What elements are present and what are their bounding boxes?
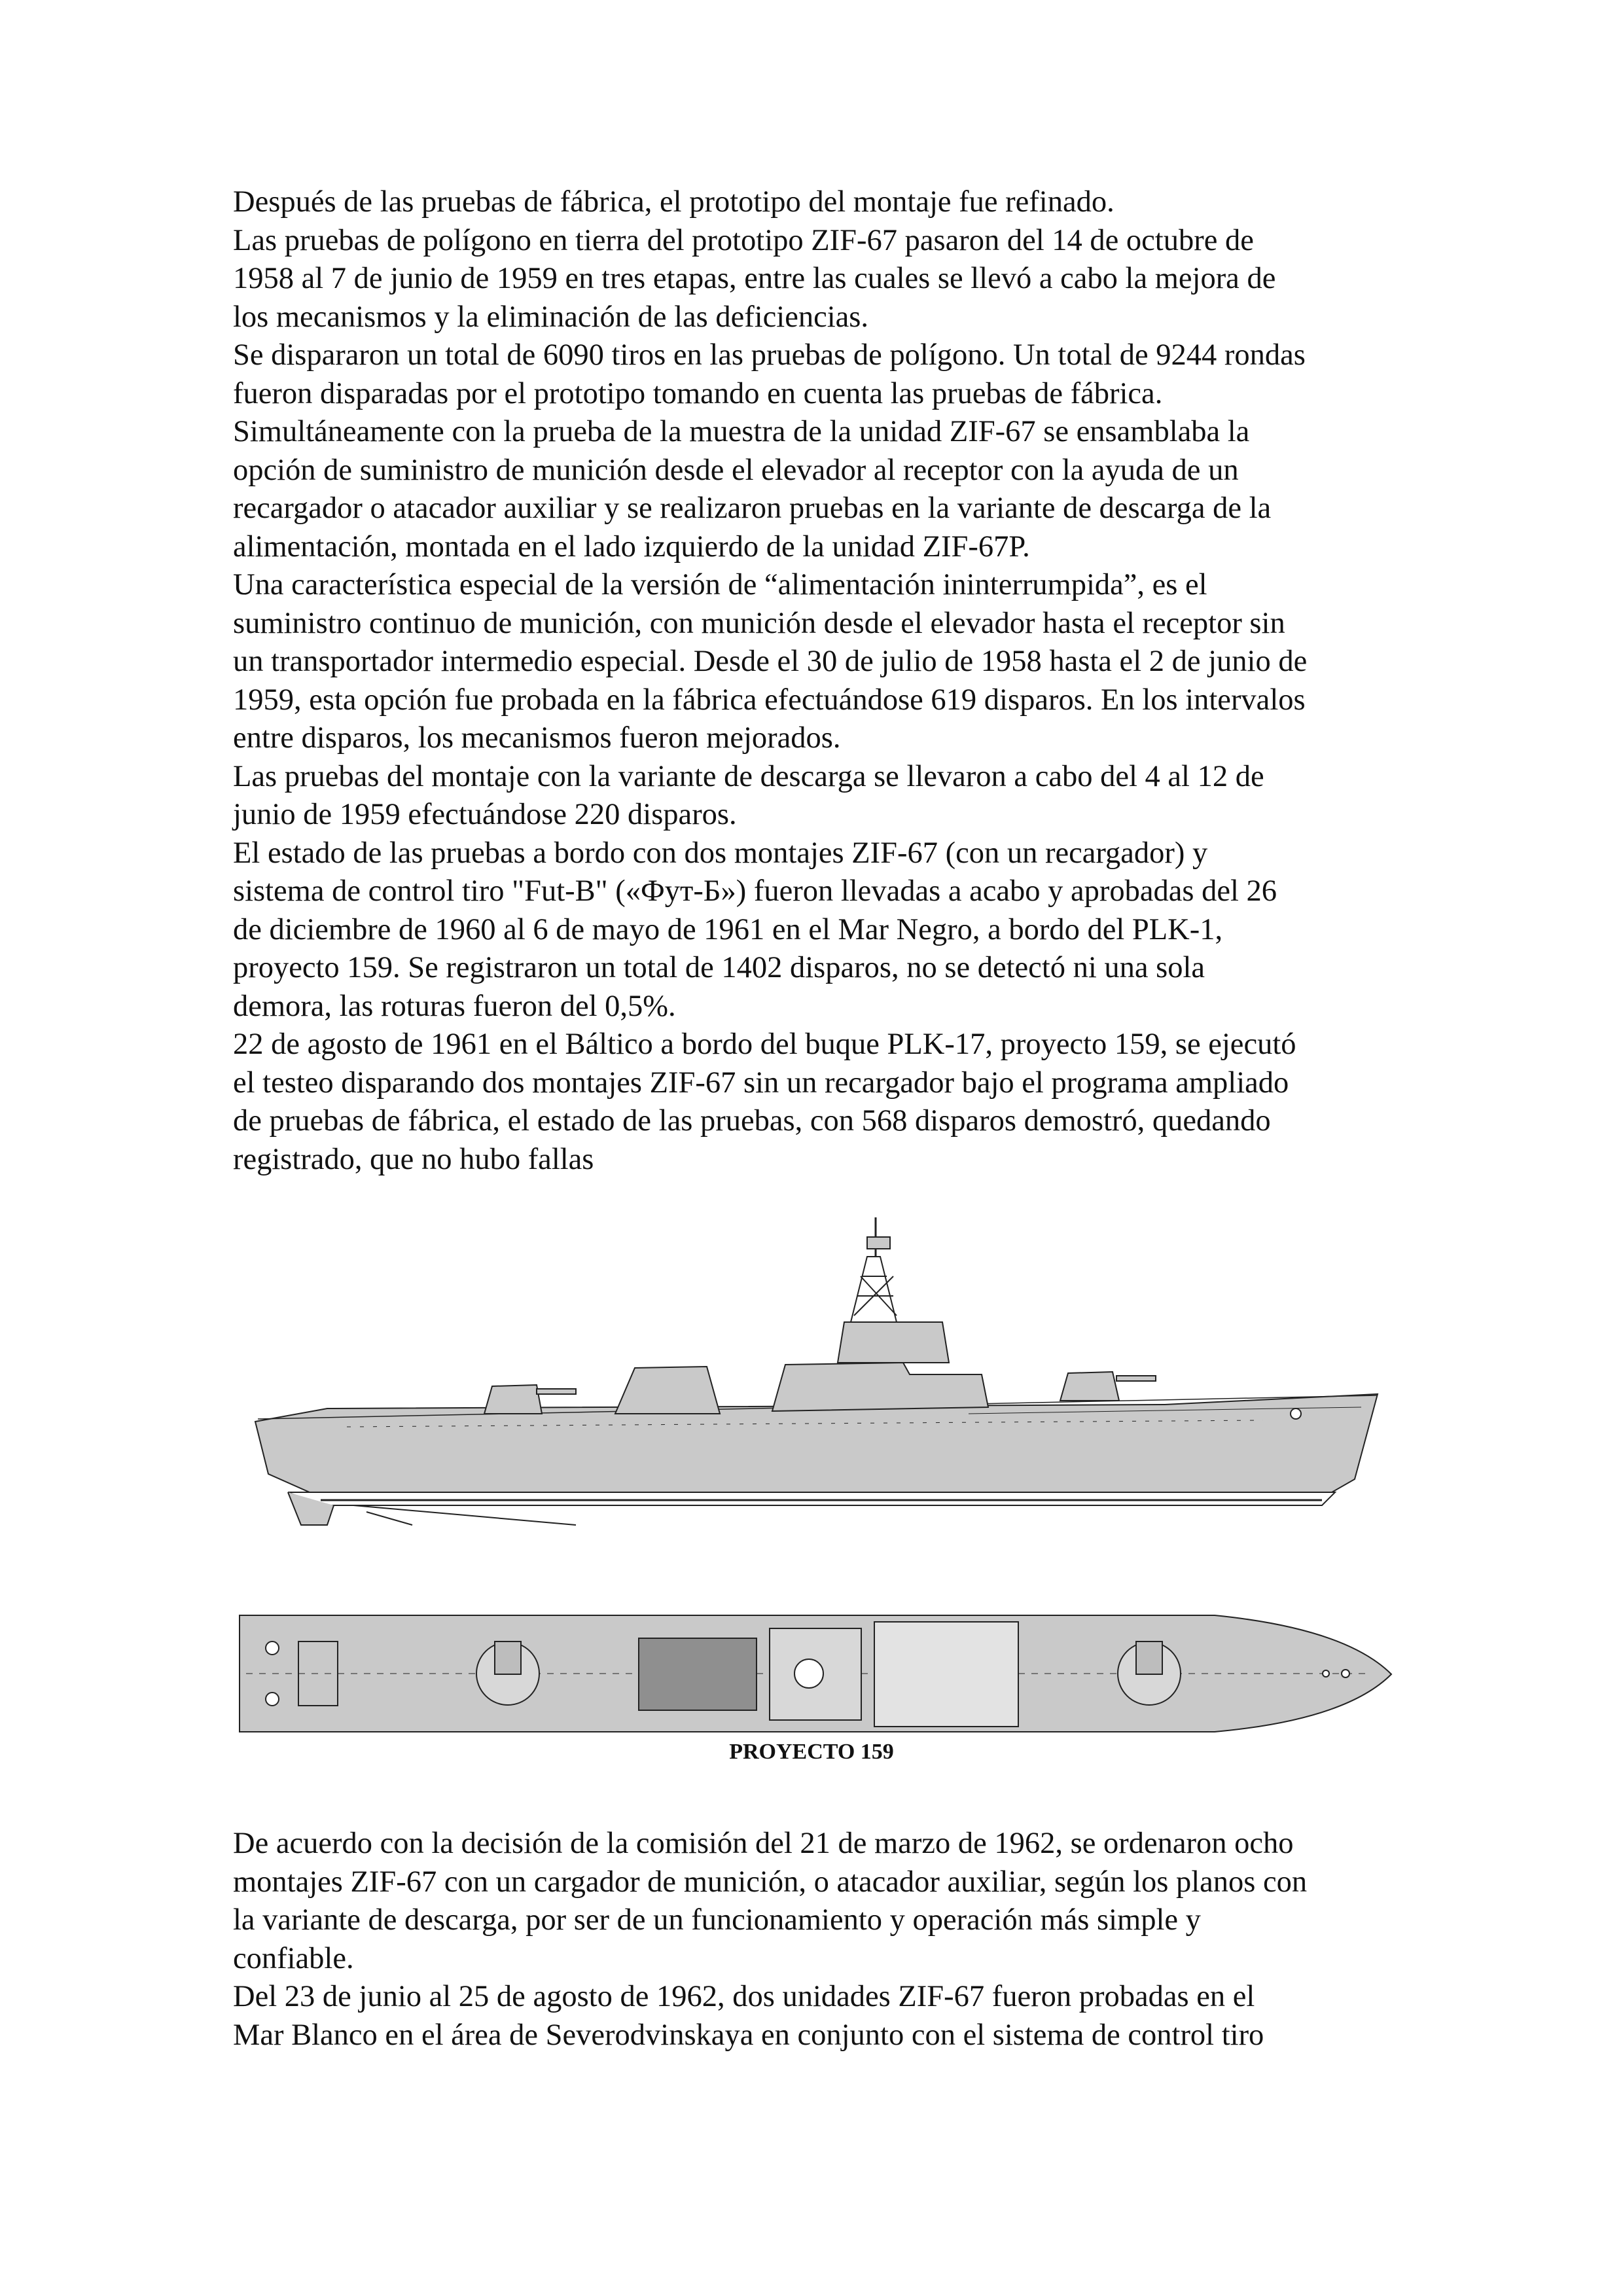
- text-line: 22 de agosto de 1961 en el Báltico a bordo del buque PLK-17, proyecto 159, se ejecutó: [233, 1028, 1296, 1061]
- text-line: suministro continuo de munición, con munición desde el elevador hasta el receptor sin: [233, 606, 1285, 640]
- text-line: de pruebas de fábrica, el estado de las pruebas, con 568 disparos demostró, quedando: [233, 1104, 1271, 1138]
- text-line: confiable.: [233, 1941, 354, 1975]
- text-line: junio de 1959 efectuándose 220 disparos.: [233, 798, 737, 831]
- ship-side-profile-illustration: [249, 1217, 1387, 1545]
- text-line: opción de suministro de munición desde el elevador al receptor con la ayuda de un: [233, 453, 1239, 487]
- text-line: un transportador intermedio especial. Desde el 30 de julio de 1958 hasta el 2 de junio de: [233, 645, 1308, 678]
- text-block-top: [233, 183, 1411, 1179]
- text-line: De acuerdo con la decisión de la comisión del 21 de marzo de 1962, se ordenaron ocho: [233, 1827, 1294, 1860]
- text-line: recargador o atacador auxiliar y se realizaron pruebas en la variante de descarga de la: [233, 492, 1272, 525]
- gun-turret-aft: [484, 1385, 542, 1414]
- gun-turret-forward: [1060, 1372, 1119, 1401]
- text-line: fueron disparadas por el prototipo tomando en cuenta las pruebas de fábrica.: [233, 376, 1163, 410]
- text-line: Las pruebas de polígono en tierra del prototipo ZIF-67 pasaron del 14 de octubre de: [233, 223, 1254, 257]
- text-line: entre disparos, los mecanismos fueron mejorados.: [233, 721, 841, 755]
- text-line: el testeo disparando dos montajes ZIF-67 sin un recargador bajo el programa ampliado: [233, 1066, 1289, 1100]
- text-line: El estado de las pruebas a bordo con dos montajes ZIF-67 (con un recargador) y: [233, 836, 1208, 870]
- superstructure: [615, 1367, 720, 1414]
- text-line: los mecanismos y la eliminación de las deficiencias.: [233, 300, 869, 334]
- text-line: sistema de control tiro "Fut-B" («Фут-Б») fueron llevadas a acabo y aprobadas del 26: [233, 874, 1277, 908]
- text-line: Después de las pruebas de fábrica, el prototipo del montaje fue refinado.: [233, 185, 1115, 219]
- text-line: Una característica especial de la versión de “alimentación ininterrumpida”, es el: [233, 568, 1207, 601]
- text-line: Mar Blanco en el área de Severodvinskaya en conjunto con el sistema de control tiro: [233, 2018, 1264, 2052]
- text-line: Las pruebas del montaje con la variante de descarga se llevaron a cabo del 4 al 12 de: [233, 759, 1264, 793]
- text-line: Simultáneamente con la prueba de la muestra de la unidad ZIF-67 se ensamblaba la: [233, 415, 1250, 448]
- text-line: montajes ZIF-67 con un cargador de munición, o atacador auxiliar, según los planos con: [233, 1865, 1308, 1899]
- text-line: proyecto 159. Se registraron un total de 1402 disparos, no se detectó ni una sola: [233, 951, 1205, 984]
- text-line: Del 23 de junio al 25 de agosto de 1962, dos unidades ZIF-67 fueron probadas en el: [233, 1980, 1255, 2013]
- text-line: demora, las roturas fueron del 0,5%.: [233, 989, 676, 1023]
- text-line: alimentación, montada en el lado izquierdo de la unidad ZIF-67P.: [233, 529, 1030, 564]
- figure-caption: PROYECTO 159: [729, 1740, 894, 1764]
- text-line: de diciembre de 1960 al 6 de mayo de 1961 en el Mar Negro, a bordo del PLK-1,: [233, 912, 1223, 946]
- text-line: 1959, esta opción fue probada en la fábrica efectuándose 619 disparos. En los intervalos: [233, 683, 1306, 717]
- text-block-bottom: [233, 1825, 1411, 2054]
- text-line: la variante de descarga, por ser de un funcionamiento y operación más simple y: [233, 1903, 1201, 1937]
- ship-top-view-illustration: [233, 1602, 1398, 1759]
- text-line: 1958 al 7 de junio de 1959 en tres etapas, entre las cuales se llevó a cabo la mejora de: [233, 262, 1276, 295]
- text-line: registrado, que no hubo fallas: [233, 1142, 594, 1176]
- text-line: Se dispararon un total de 6090 tiros en las pruebas de polígono. Un total de 9244 rondas: [233, 338, 1306, 372]
